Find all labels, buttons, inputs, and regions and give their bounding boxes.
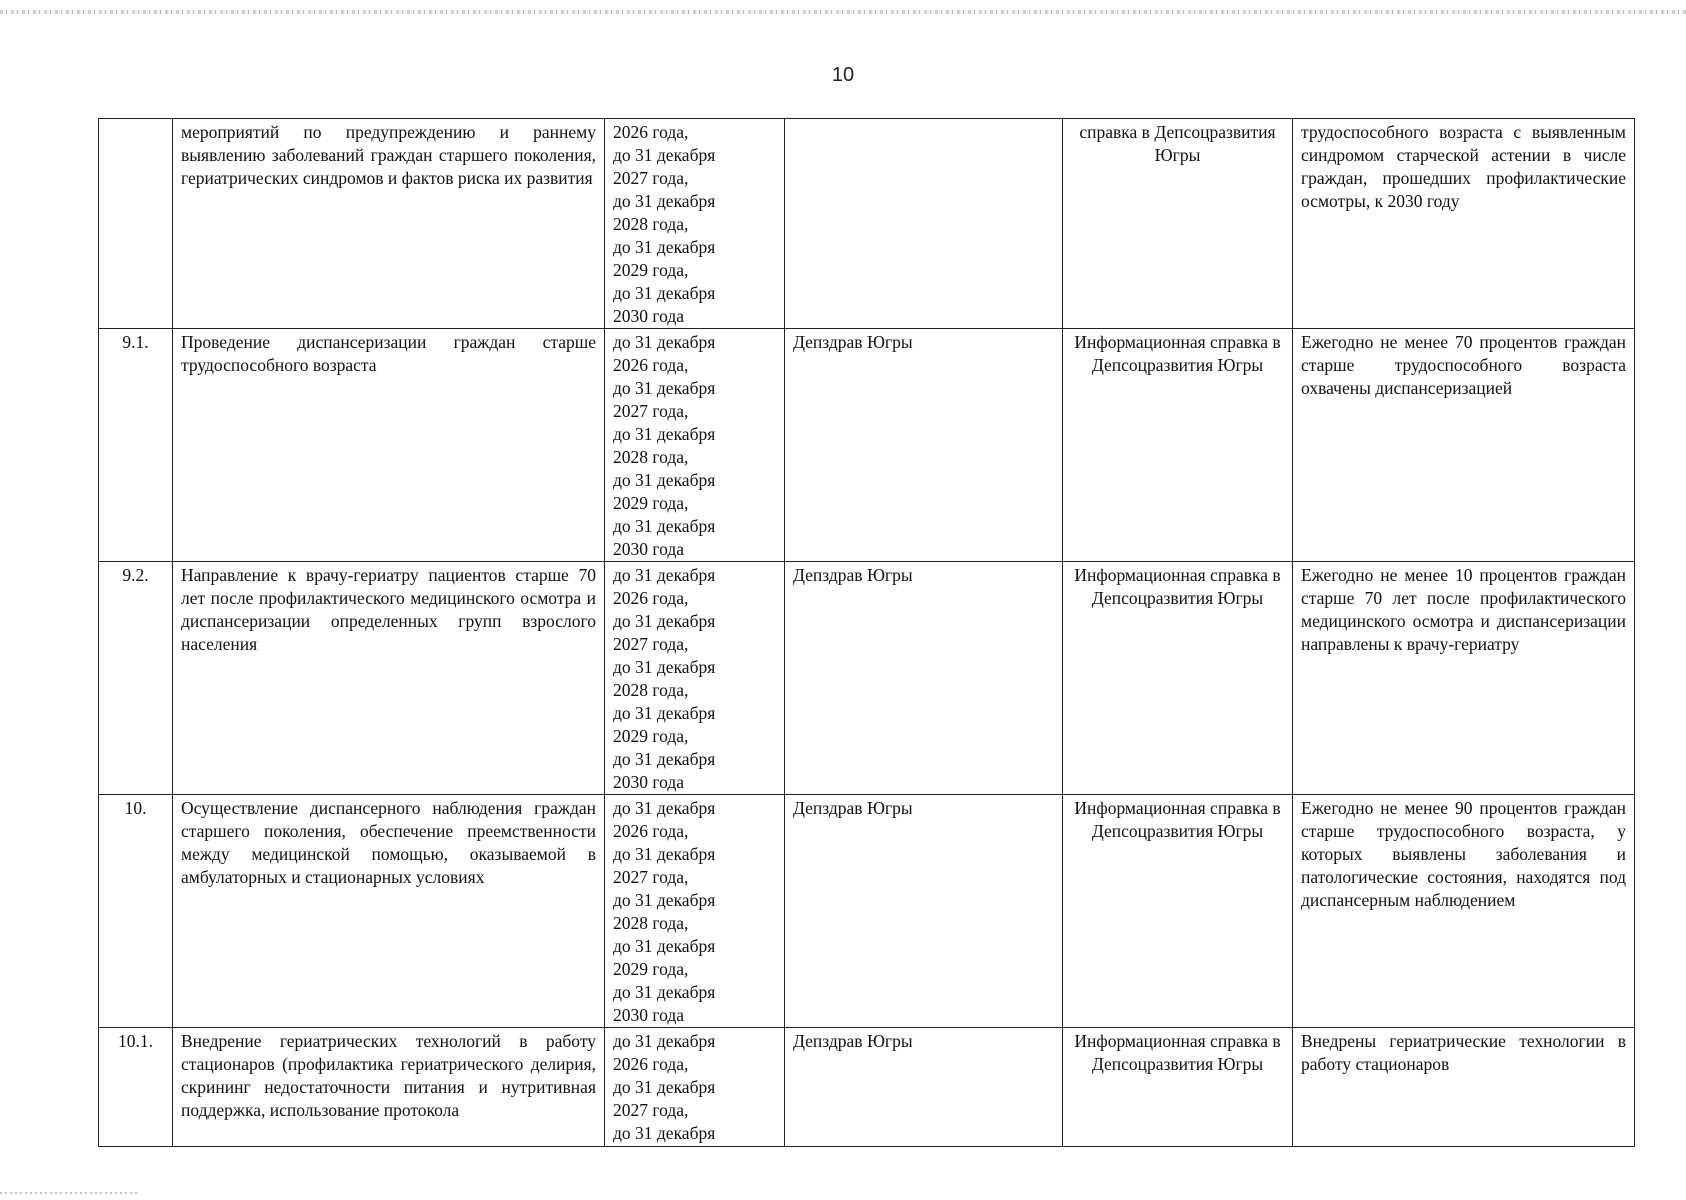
deadline-line: 2026 года, [613, 821, 689, 841]
deadline-line: 2029 года, [613, 493, 689, 513]
deadline-line: 2027 года, [613, 168, 689, 188]
deadline-line: 2026 года, [613, 122, 689, 142]
deadline-line: до 31 декабря [613, 283, 716, 303]
activity-name-cell: мероприятий по предупреждению и раннему выявлению заболеваний граждан старшего поколения, гериатрических синдромов и фактов риска их развития [173, 119, 605, 329]
deadline-line: до 31 декабря [613, 424, 716, 444]
activity-name-cell: Осуществление диспансерного наблюдения граждан старшего поколения, обеспечение преемственности между медицинской помощью, оказываемой в амбулаторных и стационарных условиях [173, 795, 605, 1028]
scan-footer-artifact [0, 1192, 140, 1194]
deadline-line: до 31 декабря [613, 890, 716, 910]
deadline-line: до 31 декабря [613, 982, 716, 1002]
executor-cell: Депздрав Югры [785, 562, 1063, 795]
report-form-cell: Информационная справка в Депсоцразвития Югры [1063, 795, 1293, 1028]
row-number-cell: 10.1. [99, 1028, 173, 1147]
deadline-line: до 31 декабря [613, 237, 716, 257]
deadline-line: 2028 года, [613, 913, 689, 933]
executor-cell: Депздрав Югры [785, 329, 1063, 562]
deadline-line: 2026 года, [613, 1054, 689, 1074]
expected-result-cell: трудоспособного возраста с выявленным синдромом старческой астении в числе граждан, прошедших профилактические осмотры, к 2030 году [1293, 119, 1635, 329]
deadline-line: 2028 года, [613, 680, 689, 700]
table-row [99, 329, 1635, 562]
deadline-line: до 31 декабря [613, 936, 716, 956]
executor-cell: Депздрав Югры [785, 1028, 1063, 1147]
deadline-line: до 31 декабря [613, 516, 716, 536]
deadline-line: до 31 декабря [613, 145, 716, 165]
deadline-line: 2030 года [613, 1005, 685, 1025]
row-number-cell: 9.1. [99, 329, 173, 562]
deadline-cell [605, 1028, 785, 1147]
deadline-line: до 31 декабря [613, 703, 716, 723]
page-number: 10 [831, 64, 855, 86]
deadline-line: до 31 декабря [613, 657, 716, 677]
deadline-line: 2027 года, [613, 634, 689, 654]
deadline-line: до 31 декабря [613, 332, 716, 352]
deadline-line: до 31 декабря [613, 844, 716, 864]
report-form-cell: Информационная справка в Депсоцразвития Югры [1063, 562, 1293, 795]
deadline-line: до 31 декабря [613, 378, 716, 398]
expected-result-cell: Внедрены гериатрические технологии в работу стационаров [1293, 1028, 1635, 1147]
deadline-cell [605, 795, 785, 1028]
deadline-line: до 31 декабря [613, 798, 716, 818]
deadline-cell [605, 119, 785, 329]
deadline-line: 2029 года, [613, 959, 689, 979]
table-row [99, 562, 1635, 795]
deadline-line: 2026 года, [613, 588, 689, 608]
deadline-cell [605, 562, 785, 795]
action-plan-table [98, 118, 1635, 1147]
row-number-cell: 9.2. [99, 562, 173, 795]
deadline-line: 2028 года, [613, 214, 689, 234]
executor-cell [785, 119, 1063, 329]
deadline-line: 2030 года [613, 772, 685, 792]
deadline-line: 2026 года, [613, 355, 689, 375]
table-row [99, 119, 1635, 329]
deadline-line: до 31 декабря [613, 611, 716, 631]
deadline-line: 2028 года, [613, 447, 689, 467]
activity-name-cell: Направление к врачу-гериатру пациентов старше 70 лет после профилактического медицинского осмотра и диспансеризации определенных групп взрослого населения [173, 562, 605, 795]
deadline-cell [605, 329, 785, 562]
row-number-cell: 10. [99, 795, 173, 1028]
report-form-cell: Информационная справка в Депсоцразвития Югры [1063, 329, 1293, 562]
deadline-line: 2027 года, [613, 1100, 689, 1120]
report-form-cell: Информационная справка в Депсоцразвития Югры [1063, 1028, 1293, 1147]
executor-cell: Депздрав Югры [785, 795, 1063, 1028]
table-row [99, 1028, 1635, 1147]
deadline-line: до 31 декабря [613, 1077, 716, 1097]
activity-name-cell: Проведение диспансеризации граждан старше трудоспособного возраста [173, 329, 605, 562]
expected-result-cell: Ежегодно не менее 10 процентов граждан старше 70 лет после профилактического медицинского осмотра и диспансеризации направлены к врачу-гериатру [1293, 562, 1635, 795]
activity-name-cell: Внедрение гериатрических технологий в работу стационаров (профилактика гериатрического делирия, скрининг недостаточности питания и нутритивная поддержка, использование протокола [173, 1028, 605, 1147]
deadline-line: до 31 декабря [613, 470, 716, 490]
deadline-line: 2029 года, [613, 726, 689, 746]
row-number-cell [99, 119, 173, 329]
deadline-line: 2027 года, [613, 867, 689, 887]
deadline-line: до 31 декабря [613, 191, 716, 211]
table-row [99, 795, 1635, 1028]
scan-edge-artifact [0, 10, 1686, 14]
deadline-line: 2030 года [613, 539, 685, 559]
expected-result-cell: Ежегодно не менее 90 процентов граждан старше трудоспособного возраста, у которых выявлены заболевания и патологические состояния, находятся под диспансерным наблюдением [1293, 795, 1635, 1028]
deadline-line: 2027 года, [613, 401, 689, 421]
deadline-line: 2030 года [613, 306, 685, 326]
expected-result-cell: Ежегодно не менее 70 процентов граждан старше трудоспособного возраста охвачены диспансеризацией [1293, 329, 1635, 562]
deadline-line: до 31 декабря [613, 565, 716, 585]
deadline-line: 2029 года, [613, 260, 689, 280]
report-form-cell: справка в Депсоцразвития Югры [1063, 119, 1293, 329]
deadline-line: до 31 декабря [613, 749, 716, 769]
deadline-line: до 31 декабря [613, 1123, 716, 1143]
deadline-line: до 31 декабря [613, 1031, 716, 1051]
